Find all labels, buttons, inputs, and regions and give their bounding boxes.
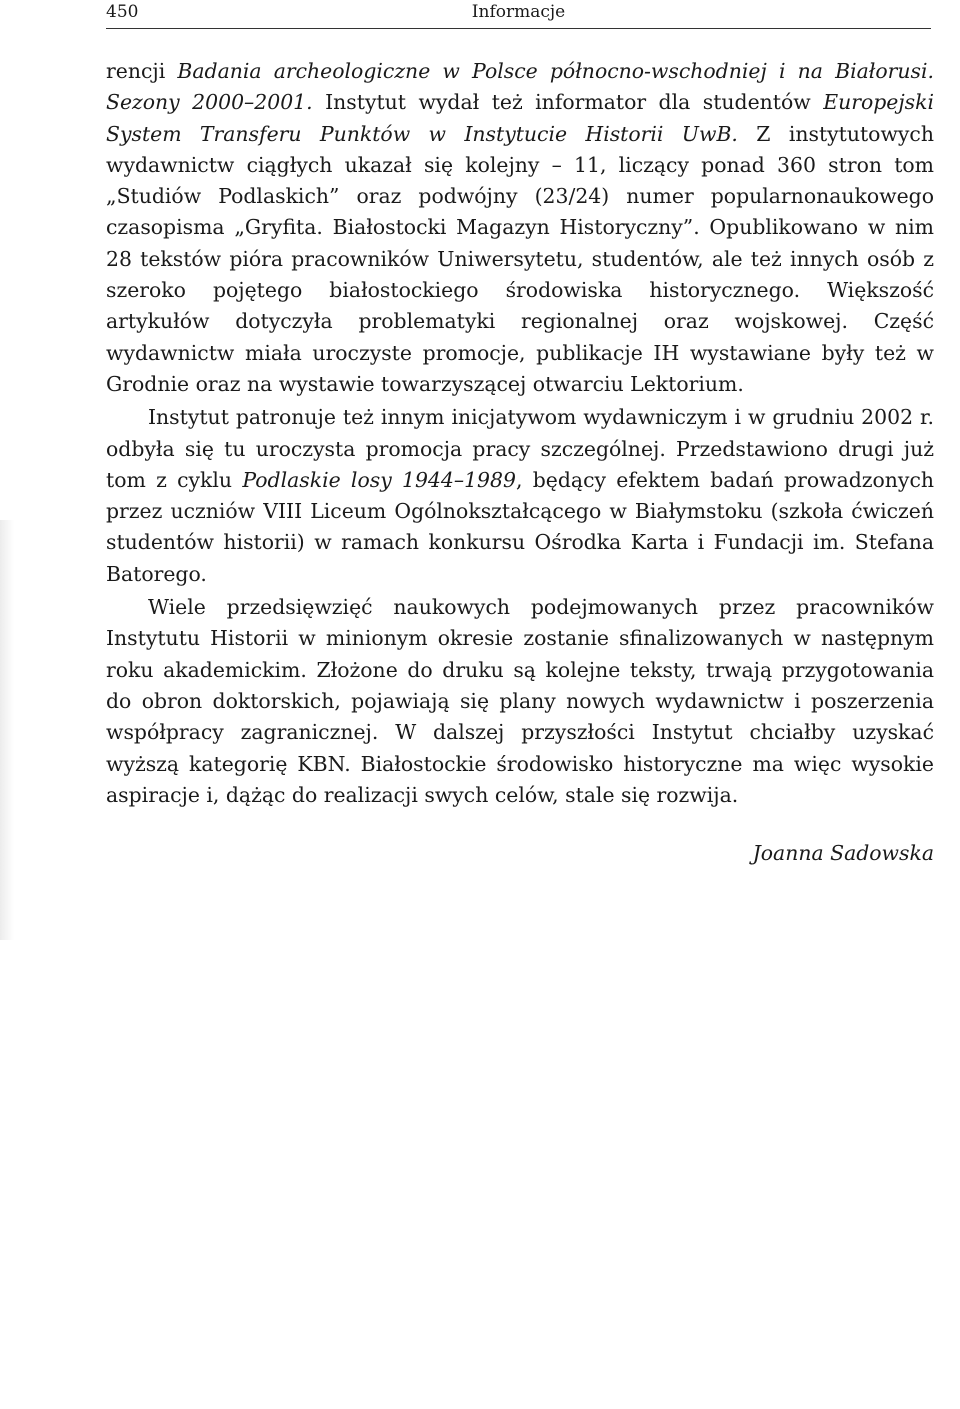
paragraph-1-text-b: Instytut wydał też informator dla studentów	[312, 90, 824, 115]
page-number: 450	[106, 2, 139, 22]
article-body	[106, 56, 934, 869]
paragraph-1-text-a: rencji	[106, 59, 178, 83]
paragraph-3: Wiele przedsięwzięć naukowych podejmowanych przez pracowników Instytutu Historii w minionym okresie zostanie sfinalizowanych w następnym roku akademickim. Złożone do druku są kolejne teksty, trwają przygotowania do obron doktorskich, pojawiają się plany nowych wydawnictw i poszerzenia współpracy zagranicznej. W dalszej przyszłości Instytut chciałby uzyskać wyższą kategorię KBN. Białostockie środowisko historyczne ma więc wysokie aspiracje i, dążąc do realizacji swych celów, stale się rozwija.	[106, 595, 934, 807]
informator-title: Europejski System Transferu Punktów w Instytucie Historii UwB.	[106, 90, 935, 146]
paragraph-2	[106, 402, 934, 590]
paragraph-1	[106, 56, 934, 400]
paragraph-1-text-c: Z instytutowych wydawnictw ciągłych ukazał się kolejny – 11, liczący ponad 360 stron tom „Studiów Podlaskich” oraz podwójny (23/24) numer popularnonaukowego czasopisma „Gryfita. Białostocki Magazyn Historyczny”. Opublikowano w nim 28 tekstów pióra pracowników Uniwersytetu, studentów, ale też innych osób z szeroko pojętego białostockiego środowiska historycznego. Większość artykułów dotyczyła problematyki regionalnej oraz wojskowej. Część wydawnictw miała uroczyste promocje, publikacje IH wystawiane były też w Grodnie oraz na wystawie towarzyszącej otwarciu Lektorium.	[106, 121, 934, 396]
paragraph-2-text-a: Instytut patronuje też innym inicjatywom wydawniczym i w grudniu 2002 r. odbyła się tu uroczysta promocja pracy szczególnej. Przedstawiono drugi już tom z cyklu	[106, 405, 934, 492]
book-title: Podlaskie losy 1944–1989	[242, 467, 516, 492]
page-header	[106, 0, 931, 29]
paragraph-2-text-b: , będący efektem badań prowadzonych przez uczniów VIII Liceum Ogólnokształcącego w Białymstoku (szkoła ćwiczeń studentów historii) w ramach konkursu Ośrodka Karta i Fundacji im. Stefana Batorego.	[106, 467, 934, 586]
running-title: Informacje	[471, 2, 566, 22]
conference-title: Badania archeologiczne w Polsce północno-wschodniej i na Białorusi. Sezony 2000–2001.	[106, 59, 934, 115]
scan-edge-shadow	[0, 520, 14, 940]
author-signature: Joanna Sadowska	[752, 841, 934, 866]
